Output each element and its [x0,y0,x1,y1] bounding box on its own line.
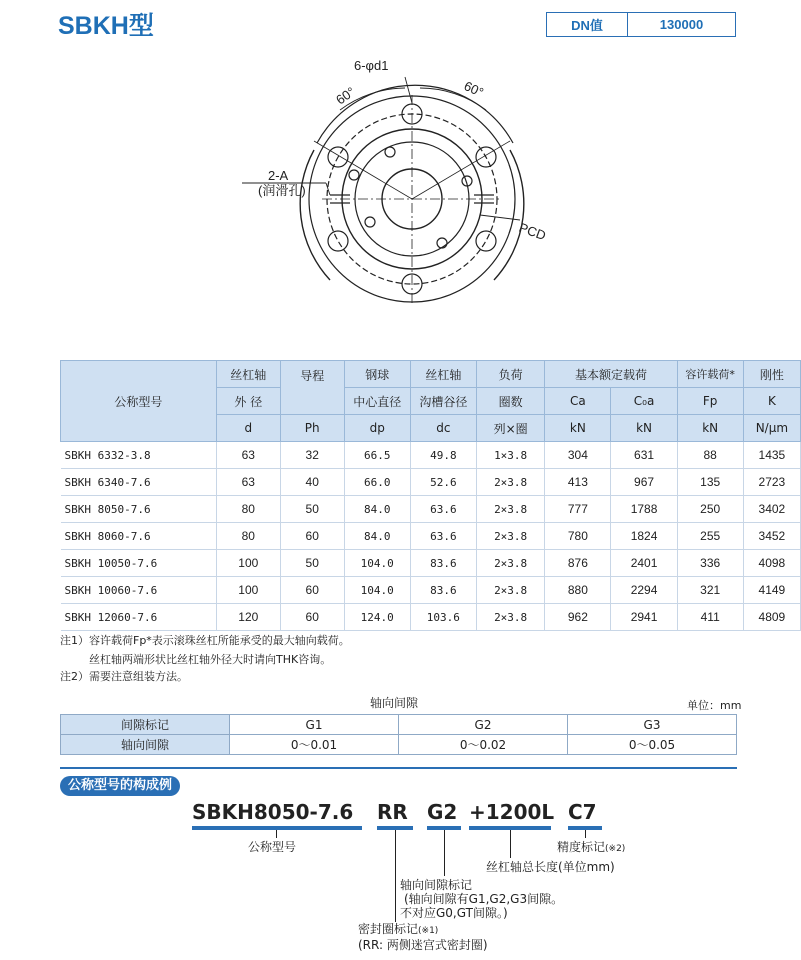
label-holes: 6-φd1 [354,58,389,73]
label-gap-note1: (轴向间隙有G1,G2,G3间隙。 [404,892,564,906]
col-model: 公称型号 [61,361,217,442]
table-cell: 2×3.8 [476,496,544,523]
table-cell: 4809 [743,604,800,631]
table-cell: 50 [280,496,344,523]
table-cell: 120 [216,604,280,631]
table-row [61,604,801,631]
col-ball-1: 钢球 [344,361,410,388]
clearance-row1-label: 间隙标记 [61,715,230,735]
table-cell: 60 [280,577,344,604]
table-cell: 2×3.8 [476,550,544,577]
table-cell: 336 [677,550,743,577]
col-circuits-2: 圈数 [476,388,544,415]
table-cell: 40 [280,469,344,496]
col-groove-1: 丝杠轴 [410,361,476,388]
table-cell: 1824 [611,523,677,550]
table-cell: 124.0 [344,604,410,631]
table-cell: 63.6 [410,496,476,523]
col-od-3: d [216,415,280,442]
col-ball-2: 中心直径 [344,388,410,415]
col-od-2: 外 径 [216,388,280,415]
table-cell: 66.0 [344,469,410,496]
col-ball-3: dp [344,415,410,442]
table-cell: 66.5 [344,442,410,469]
table-cell: 962 [545,604,611,631]
table-cell: 1×3.8 [476,442,544,469]
table-cell: 83.6 [410,577,476,604]
label-angle-left: 60° [333,83,358,108]
col-fp-1: 容许载荷* [677,361,743,388]
table-cell: 780 [545,523,611,550]
table-cell: 250 [677,496,743,523]
label-a-note: (润滑孔) [258,183,306,198]
label-a: 2-A [268,168,289,183]
code-model: SBKH8050-7.6 [192,800,354,824]
table-row [61,496,801,523]
table-cell: 2×3.8 [476,469,544,496]
table-cell: 2×3.8 [476,604,544,631]
clearance-value: 0～0.01 [230,735,399,755]
code-length: +1200L [469,800,555,824]
note-2: 注2）需要注意组装方法。 [60,670,188,683]
table-cell: 50 [280,550,344,577]
table-cell: 80 [216,496,280,523]
table-cell: SBKH 10060-7.6 [61,577,217,604]
table-cell: 413 [545,469,611,496]
label-gap: 轴向间隙标记 [400,878,473,892]
label-model: 公称型号 [248,840,297,854]
label-accuracy: 精度标记(※2) [557,840,626,854]
table-cell: 100 [216,550,280,577]
table-cell: 2941 [611,604,677,631]
dn-value-box [546,12,736,37]
table-cell: 411 [677,604,743,631]
table-cell: 60 [280,523,344,550]
col-ca-2: kN [545,415,611,442]
flange-drawing [230,55,570,345]
table-cell: 1788 [611,496,677,523]
col-circuits-1: 负荷 [476,361,544,388]
table-cell: SBKH 12060-7.6 [61,604,217,631]
col-fp-3: kN [677,415,743,442]
table-cell: 3452 [743,523,800,550]
table-cell: 60 [280,604,344,631]
table-cell: 631 [611,442,677,469]
clearance-row2-label: 轴向间隙 [61,735,230,755]
col-k-1: 刚性 [743,361,800,388]
note-1: 注1）容许载荷Fp*表示滚珠丝杠所能承受的最大轴向载荷。 [60,634,350,647]
table-cell: 32 [280,442,344,469]
table-cell: 304 [545,442,611,469]
table-cell: 2723 [743,469,800,496]
col-c0a-2: kN [611,415,677,442]
clearance-code: G1 [230,715,399,735]
table-cell: 2×3.8 [476,523,544,550]
table-cell: 104.0 [344,577,410,604]
table-cell: 880 [545,577,611,604]
page-title: SBKH型 [58,12,154,40]
table-cell: 52.6 [410,469,476,496]
table-cell: 63 [216,469,280,496]
table-cell: 103.6 [410,604,476,631]
col-groove-2: 沟槽谷径 [410,388,476,415]
table-row [61,469,801,496]
table-row [61,442,801,469]
col-lead-2: Ph [280,415,344,442]
col-k-3: N/μm [743,415,800,442]
table-cell: 63 [216,442,280,469]
table-cell: 83.6 [410,550,476,577]
dn-label: DN值 [547,13,628,36]
table-cell: SBKH 6340-7.6 [61,469,217,496]
table-cell: 104.0 [344,550,410,577]
table-cell: SBKH 6332-3.8 [61,442,217,469]
table-cell: 876 [545,550,611,577]
code-gap: G2 [427,800,458,824]
dn-value: 130000 [659,17,704,32]
table-cell: 967 [611,469,677,496]
clearance-code: G2 [399,715,568,735]
table-cell: SBKH 8060-7.6 [61,523,217,550]
clearance-value: 0～0.05 [568,735,737,755]
col-rated: 基本额定载荷 [545,361,677,388]
table-row [61,523,801,550]
label-length: 丝杠轴总长度(单位mm) [486,860,615,874]
table-row [61,577,801,604]
note-1b: 丝杠轴两端形状比丝杠轴外径大时请向THK咨询。 [89,653,332,666]
table-cell: 80 [216,523,280,550]
composition-tag: 公称型号的构成例 [60,776,180,796]
table-cell: 777 [545,496,611,523]
table-cell: 4098 [743,550,800,577]
table-cell: 255 [677,523,743,550]
table-cell: 2294 [611,577,677,604]
section-rule [60,767,737,769]
clearance-unit: 单位：mm [687,699,742,712]
underline-model [192,826,362,830]
clearance-value: 0～0.02 [399,735,568,755]
table-cell: 3402 [743,496,800,523]
col-lead: 导程 [280,361,344,415]
table-cell: 321 [677,577,743,604]
table-cell: 84.0 [344,496,410,523]
table-cell: 84.0 [344,523,410,550]
table-cell: 63.6 [410,523,476,550]
col-circuits-3: 列×圈 [476,415,544,442]
label-seal: 密封圈标记(※1) [358,922,439,936]
col-c0a-1: C₀a [611,388,677,415]
bolt-hole [328,231,348,251]
col-k-2: K [743,388,800,415]
table-cell: 88 [677,442,743,469]
label-angle-right: 60° [461,78,486,101]
table-cell: SBKH 10050-7.6 [61,550,217,577]
bolt-hole [476,231,496,251]
table-cell: 135 [677,469,743,496]
table-cell: SBKH 8050-7.6 [61,496,217,523]
table-cell: 100 [216,577,280,604]
label-pcd: PCD [516,219,548,244]
col-od-1: 丝杠轴 [216,361,280,388]
label-gap-note2: 不对应G0,GT间隙。) [400,906,508,920]
table-row [61,550,801,577]
table-cell: 2401 [611,550,677,577]
clearance-table [60,714,737,755]
col-groove-3: dc [410,415,476,442]
table-cell: 1435 [743,442,800,469]
col-fp-2: Fp [677,388,743,415]
code-seal: RR [377,800,408,824]
table-cell: 2×3.8 [476,577,544,604]
clearance-title: 轴向间隙 [370,696,419,710]
col-ca-1: Ca [545,388,611,415]
label-seal-note: (RR: 两侧迷宫式密封圈) [358,938,488,952]
table-cell: 49.8 [410,442,476,469]
clearance-code: G3 [568,715,737,735]
table-cell: 4149 [743,577,800,604]
code-accuracy: C7 [568,800,597,824]
spec-table [60,360,801,631]
